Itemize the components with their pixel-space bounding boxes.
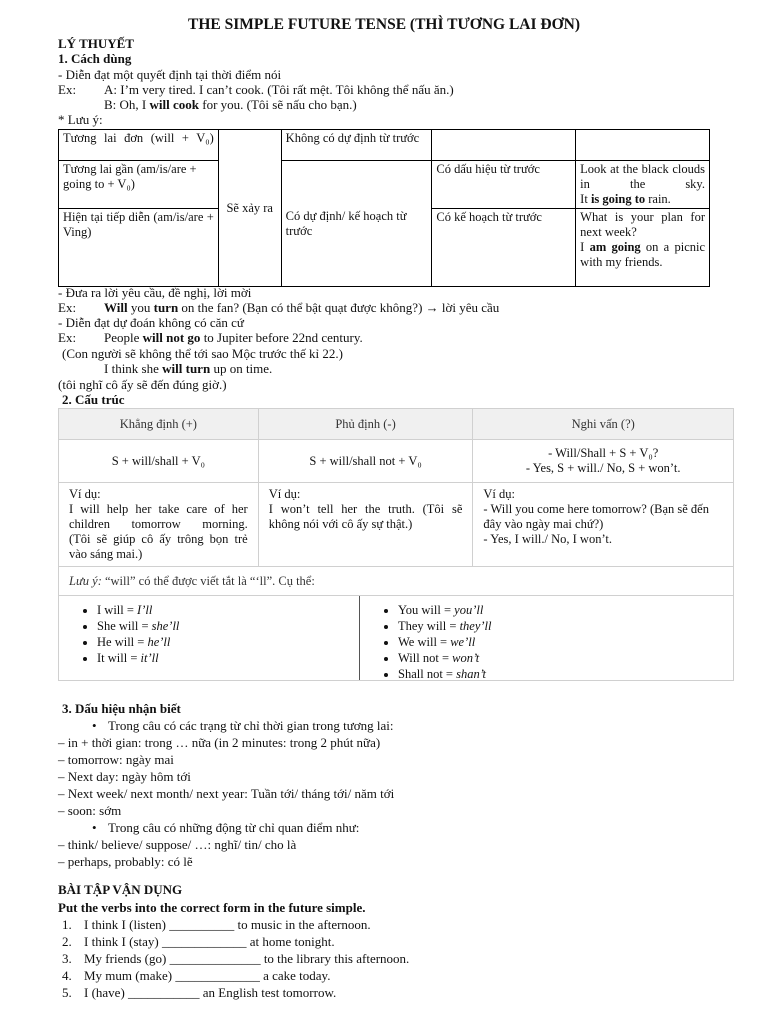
usage-3-translation-2: (tôi nghĩ cô ấy sẽ đến đúng giờ.) <box>58 377 227 392</box>
sign-line: – tomorrow: ngày mai <box>58 752 174 767</box>
example-b: B: Oh, I will cook for you. (Tôi sẽ nấu cho bạn.) <box>104 97 357 112</box>
compare-table <box>58 129 710 287</box>
question-example: Ví dụ: - Will you come here tomorrow? (Bạn sẽ đến đây vào ngày mai chứ?) - Yes, I will./ No, I won’t. <box>473 483 734 567</box>
contraction-list-right <box>360 596 733 680</box>
question-formula: - Will/Shall + S + V₀? - Yes, S + will./ No, S + won’t. <box>473 440 734 483</box>
contraction-item: • She will = she’ll <box>97 618 359 634</box>
example-line: What is your plan for next week? <box>580 210 705 239</box>
no-plan-cell: Không có dự định từ trước <box>281 130 432 161</box>
usage-3: - Diễn đạt dự đoán không có căn cứ <box>58 315 244 330</box>
usage-2-example: Will you turn on the fan? (Bạn có thể bật quạt được không?) → lời yêu cầu <box>104 300 500 315</box>
sign-line: – Next day: ngày hôm tới <box>58 769 191 784</box>
structure-heading: 2. Cấu trúc <box>62 392 125 407</box>
usage-3-example-2: I think she will turn up on time. <box>104 361 273 376</box>
contraction-item: • They will = they’ll <box>398 618 733 634</box>
page-title: THE SIMPLE FUTURE TENSE (THÌ TƯƠNG LAI ĐƠN) <box>187 16 581 33</box>
usage-1: - Diễn đạt một quyết định tại thời điểm nói <box>58 67 282 82</box>
near-future-cell: Tương lai gần (am/is/are + going to + V₀) <box>59 161 219 209</box>
sign-line: – soon: sớm <box>58 803 122 818</box>
example-line: Look at the black clouds in the sky. <box>580 162 705 191</box>
contraction-item: • We will = we’ll <box>398 634 733 650</box>
contraction-item: • He will = he’ll <box>97 634 359 650</box>
arrangement-cell: Có kế hoạch từ trước <box>432 209 576 287</box>
signs-heading: 3. Dấu hiệu nhận biết <box>62 701 181 716</box>
contraction-note: Lưu ý: “will” có thể được viết tắt là “‘ll”. Cụ thể: <box>59 567 734 596</box>
empty-cell <box>576 130 710 161</box>
sign-line: – in + thời gian: trong … nữa (in 2 minutes: trong 2 phút nữa) <box>58 735 381 750</box>
affirmative-header: Khẳng định (+) <box>59 409 259 440</box>
exercise-number: 4. <box>62 968 72 983</box>
usage-2: - Đưa ra lời yêu cầu, đề nghị, lời mời <box>58 285 252 300</box>
signs-bullet-1: Trong câu có các trạng từ chỉ thời gian trong tương lai: <box>108 718 394 733</box>
sign-line: – perhaps, probably: có lẽ <box>58 854 193 869</box>
structure-table <box>58 408 734 681</box>
bullet-icon: • <box>92 718 97 733</box>
exercise-number: 1. <box>62 917 72 932</box>
ex-label: Ex: <box>58 300 77 315</box>
contraction-item: • Shall not = shan’t <box>398 666 733 682</box>
example-line: It is going to rain. <box>580 192 671 206</box>
empty-cell <box>432 130 576 161</box>
example-line: I am going on a picnic with my friends. <box>580 240 706 269</box>
example-a: A: I’m very tired. I can’t cook. (Tôi rất mệt. Tôi không thể nấu ăn.) <box>104 82 454 97</box>
negative-header: Phủ định (-) <box>258 409 473 440</box>
usage-3-example-1: People will not go to Jupiter before 22nd century. <box>104 330 363 345</box>
affirmative-formula: S + will/shall + V₀ <box>59 440 259 483</box>
negative-example: Ví dụ: I won’t tell her the truth. (Tôi sẽ không nói với cô ấy sự thật.) <box>258 483 473 567</box>
question-header: Nghi vấn (?) <box>473 409 734 440</box>
contraction-item: • I will = I’ll <box>97 602 359 618</box>
signs-bullet-2: Trong câu có những động từ chỉ quan điểm như: <box>108 820 360 835</box>
exercise-heading: BÀI TẬP VẬN DỤNG <box>58 882 183 897</box>
sign-cell: Có dấu hiệu từ trước <box>432 161 576 209</box>
negative-formula: S + will/shall not + V₀ <box>258 440 473 483</box>
sign-line: – Next week/ next month/ next year: Tuần tới/ tháng tới/ năm tới <box>58 786 395 801</box>
exercise-item: I think I (listen) __________ to music in the afternoon. <box>84 917 371 932</box>
exercise-number: 5. <box>62 985 72 1000</box>
affirmative-example: Ví dụ: I will help her take care of her children tomorrow morning. (Tôi sẽ giúp cô ấy trông bọn trẻ vào sáng mai.) <box>59 483 259 567</box>
ex-label: Ex: <box>58 330 77 345</box>
exercise-instruction: Put the verbs into the correct form in the future simple. <box>58 900 366 915</box>
note-label: * Lưu ý: <box>58 112 103 127</box>
near-future-example-cell <box>576 161 710 209</box>
exercise-item: My friends (go) ______________ to the library this afternoon. <box>84 951 410 966</box>
contraction-lists <box>59 596 734 681</box>
se-xay-ra-cell: Sẽ xảy ra <box>218 130 281 287</box>
contraction-list-left <box>59 596 360 680</box>
contraction-item: • Will not = won’t <box>398 650 733 666</box>
exercise-item: I (have) ___________ an English test tomorrow. <box>84 985 337 1000</box>
simple-future-cell: Tương lai đơn (will + V₀) <box>59 130 219 161</box>
contraction-item: • It will = it’ll <box>97 650 359 666</box>
exercise-item: I think I (stay) _____________ at home tonight. <box>84 934 335 949</box>
plan-cell: Có dự định/ kế hoạch từ trước <box>281 161 432 287</box>
exercise-number: 3. <box>62 951 72 966</box>
usage-heading: 1. Cách dùng <box>58 51 132 66</box>
usage-3-translation-1: (Con người sẽ không thể tới sao Mộc trước thế kỉ 22.) <box>62 346 343 361</box>
sign-line: – think/ believe/ suppose/ …: nghĩ/ tin/ cho là <box>58 837 297 852</box>
contraction-item: • You will = you’ll <box>398 602 733 618</box>
exercise-item: My mum (make) _____________ a cake today. <box>84 968 331 983</box>
ex-label: Ex: <box>58 82 77 97</box>
present-continuous-cell: Hiện tại tiếp diễn (am/is/are + Ving) <box>59 209 219 287</box>
theory-heading: LÝ THUYẾT <box>58 36 134 51</box>
exercise-number: 2. <box>62 934 72 949</box>
present-continuous-example-cell <box>576 209 710 287</box>
bullet-icon: • <box>92 820 97 835</box>
